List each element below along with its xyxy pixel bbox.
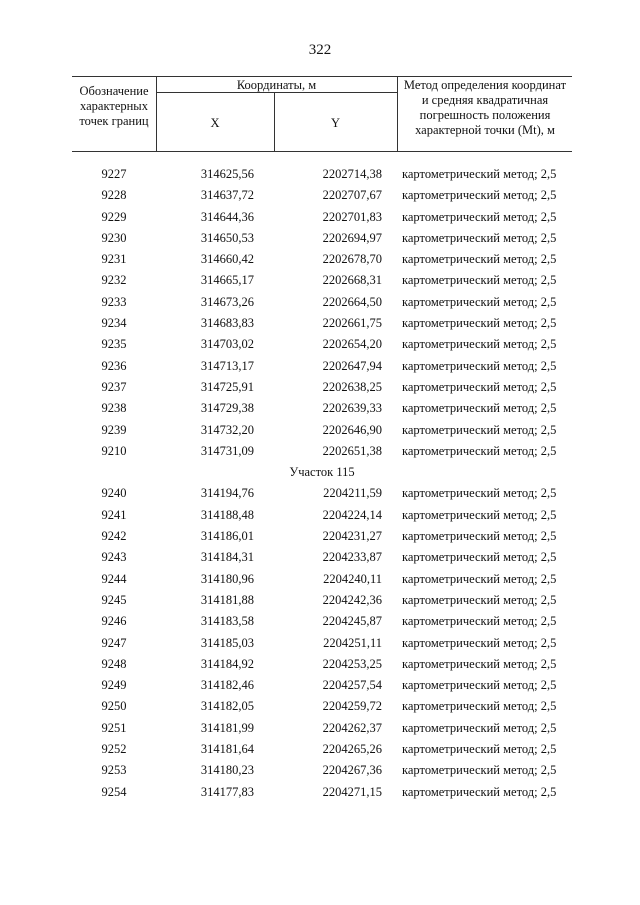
x-coordinate-cell: 314181,64: [200, 742, 254, 757]
method-cell: картометрический метод; 2,5: [402, 443, 557, 458]
point-id-cell: 9247: [101, 635, 127, 650]
point-id-cell: 9244: [101, 571, 127, 586]
header-x: X: [210, 116, 220, 130]
x-coordinate-cell: 314729,38: [200, 401, 254, 416]
table-row: [72, 398, 572, 419]
point-id-cell: 9241: [101, 507, 127, 522]
method-cell: картометрический метод; 2,5: [402, 401, 557, 416]
point-id-cell: 9232: [101, 273, 127, 288]
table-row: [72, 633, 572, 654]
point-id-cell: 9235: [101, 337, 127, 352]
x-coordinate-cell: 314644,36: [200, 209, 254, 224]
section-heading: [72, 462, 572, 483]
y-coordinate-cell: 2204253,25: [322, 656, 382, 671]
y-coordinate-cell: 2202654,20: [322, 337, 382, 352]
y-coordinate-cell: 2202651,38: [322, 443, 382, 458]
table-row: [72, 483, 572, 504]
table-row: [72, 292, 572, 313]
point-id-cell: 9238: [101, 401, 127, 416]
coordinates-table-body: [72, 164, 572, 803]
y-coordinate-cell: 2202668,31: [322, 273, 382, 288]
table-row: [72, 782, 572, 803]
method-cell: картометрический метод; 2,5: [402, 592, 557, 607]
y-coordinate-cell: 2204224,14: [322, 507, 382, 522]
y-coordinate-cell: 2204257,54: [322, 678, 382, 693]
x-coordinate-cell: 314732,20: [200, 422, 254, 437]
table-row: [72, 249, 572, 270]
method-cell: картометрический метод; 2,5: [402, 422, 557, 437]
x-coordinate-cell: 314665,17: [200, 273, 254, 288]
y-coordinate-cell: 2204267,36: [322, 763, 382, 778]
y-coordinate-cell: 2202714,38: [322, 167, 382, 181]
point-id-cell: 9237: [101, 379, 127, 394]
x-coordinate-cell: 314731,09: [200, 443, 254, 458]
x-coordinate-cell: 314185,03: [200, 635, 254, 650]
y-coordinate-cell: 2204265,26: [322, 742, 382, 757]
point-id-cell: 9242: [101, 529, 127, 544]
x-coordinate-cell: 314703,02: [200, 337, 254, 352]
x-coordinate-cell: 314188,48: [200, 507, 254, 522]
table-top-border: [72, 76, 572, 77]
x-coordinate-cell: 314182,05: [200, 699, 254, 714]
point-id-cell: 9253: [101, 763, 127, 778]
table-row: [72, 569, 572, 590]
table-row: [72, 313, 572, 334]
x-coordinate-cell: 314184,92: [200, 656, 254, 671]
y-coordinate-cell: 2202638,25: [322, 379, 382, 394]
method-cell: картометрический метод; 2,5: [402, 699, 557, 714]
y-coordinate-cell: 2204259,72: [322, 699, 382, 714]
method-cell: картометрический метод; 2,5: [402, 529, 557, 544]
table-row: [72, 420, 572, 441]
table-row: [72, 718, 572, 739]
method-cell: картометрический метод; 2,5: [402, 784, 557, 799]
header-divider-right: [397, 76, 398, 152]
point-id-cell: 9243: [101, 550, 127, 565]
y-coordinate-cell: 2202678,70: [322, 252, 382, 267]
header-coordinates: Координаты, м: [236, 78, 317, 92]
x-coordinate-cell: 314180,23: [200, 763, 254, 778]
x-coordinate-cell: 314637,72: [200, 188, 254, 203]
table-row: [72, 526, 572, 547]
table-row: [72, 164, 572, 185]
y-coordinate-cell: 2202701,83: [322, 209, 382, 224]
method-cell: картометрический метод; 2,5: [402, 379, 557, 394]
point-id-cell: 9254: [101, 784, 127, 799]
method-cell: картометрический метод; 2,5: [402, 763, 557, 778]
x-coordinate-cell: 314713,17: [200, 358, 254, 373]
table-row: [72, 270, 572, 291]
section-title: Участок 115: [289, 465, 355, 480]
table-header-bottom-border: [72, 151, 572, 152]
method-cell: картометрический метод; 2,5: [402, 486, 557, 501]
x-coordinate-cell: 314186,01: [200, 529, 254, 544]
point-id-cell: 9239: [101, 422, 127, 437]
table-row: [72, 739, 572, 760]
method-cell: картометрический метод; 2,5: [402, 188, 557, 203]
point-id-cell: 9229: [101, 209, 127, 224]
x-coordinate-cell: 314182,46: [200, 678, 254, 693]
y-coordinate-cell: 2202661,75: [322, 316, 382, 331]
table-row: [72, 590, 572, 611]
method-cell: картометрический метод; 2,5: [402, 614, 557, 629]
point-id-cell: 9245: [101, 592, 127, 607]
method-cell: картометрический метод; 2,5: [402, 720, 557, 735]
table-row: [72, 441, 572, 462]
table-row: [72, 547, 572, 568]
x-coordinate-cell: 314650,53: [200, 230, 254, 245]
x-coordinate-cell: 314180,96: [200, 571, 254, 586]
x-coordinate-cell: 314181,99: [200, 720, 254, 735]
point-id-cell: 9233: [101, 294, 127, 309]
header-method: Метод определения координат и средняя квадратичная погрешность положения характерной точки (Mt), м: [403, 78, 567, 137]
point-id-cell: 9250: [101, 699, 127, 714]
point-id-cell: 9246: [101, 614, 127, 629]
x-coordinate-cell: 314625,56: [200, 167, 254, 181]
method-cell: картометрический метод; 2,5: [402, 252, 557, 267]
point-id-cell: 9210: [101, 443, 127, 458]
y-coordinate-cell: 2204262,37: [322, 720, 382, 735]
table-row: [72, 696, 572, 717]
y-coordinate-cell: 2202694,97: [322, 230, 382, 245]
method-cell: картометрический метод; 2,5: [402, 507, 557, 522]
table-row: [72, 505, 572, 526]
y-coordinate-cell: 2204231,27: [322, 529, 382, 544]
table-row: [72, 185, 572, 206]
point-id-cell: 9234: [101, 316, 127, 331]
table-row: [72, 356, 572, 377]
x-coordinate-cell: 314660,42: [200, 252, 254, 267]
method-cell: картометрический метод; 2,5: [402, 209, 557, 224]
table-row: [72, 675, 572, 696]
table-row: [72, 334, 572, 355]
method-cell: картометрический метод; 2,5: [402, 316, 557, 331]
table-row: [72, 760, 572, 781]
y-coordinate-cell: 2204245,87: [322, 614, 382, 629]
method-cell: картометрический метод; 2,5: [402, 273, 557, 288]
table-row: [72, 611, 572, 632]
method-cell: картометрический метод; 2,5: [402, 294, 557, 309]
point-id-cell: 9251: [101, 720, 127, 735]
x-coordinate-cell: 314184,31: [200, 550, 254, 565]
y-coordinate-cell: 2204240,11: [323, 571, 382, 586]
y-coordinate-cell: 2204251,11: [323, 635, 382, 650]
method-cell: картометрический метод; 2,5: [402, 678, 557, 693]
method-cell: картометрический метод; 2,5: [402, 571, 557, 586]
x-coordinate-cell: 314673,26: [200, 294, 254, 309]
method-cell: картометрический метод; 2,5: [402, 337, 557, 352]
method-cell: картометрический метод; 2,5: [402, 230, 557, 245]
point-id-cell: 9248: [101, 656, 127, 671]
method-cell: картометрический метод; 2,5: [402, 742, 557, 757]
method-cell: картометрический метод; 2,5: [402, 550, 557, 565]
method-cell: картометрический метод; 2,5: [402, 358, 557, 373]
y-coordinate-cell: 2202707,67: [322, 188, 382, 203]
point-id-cell: 9236: [101, 358, 127, 373]
y-coordinate-cell: 2204211,59: [323, 486, 382, 501]
header-point-designation: Обозначение характерных точек границ: [79, 84, 149, 128]
x-coordinate-cell: 314177,83: [200, 784, 254, 799]
point-id-cell: 9230: [101, 230, 127, 245]
table-row: [72, 207, 572, 228]
x-coordinate-cell: 314194,76: [200, 486, 254, 501]
point-id-cell: 9252: [101, 742, 127, 757]
x-coordinate-cell: 314183,58: [200, 614, 254, 629]
point-id-cell: 9228: [101, 188, 127, 203]
header-y: Y: [330, 116, 341, 130]
y-coordinate-cell: 2202646,90: [322, 422, 382, 437]
point-id-cell: 9227: [101, 167, 127, 181]
x-coordinate-cell: 314725,91: [200, 379, 254, 394]
x-coordinate-cell: 314683,83: [200, 316, 254, 331]
point-id-cell: 9249: [101, 678, 127, 693]
y-coordinate-cell: 2204242,36: [322, 592, 382, 607]
table-row: [72, 377, 572, 398]
y-coordinate-cell: 2202664,50: [322, 294, 382, 309]
y-coordinate-cell: 2202639,33: [322, 401, 382, 416]
point-id-cell: 9240: [101, 486, 127, 501]
method-cell: картометрический метод; 2,5: [402, 635, 557, 650]
table-row: [72, 654, 572, 675]
x-coordinate-cell: 314181,88: [200, 592, 254, 607]
y-coordinate-cell: 2204271,15: [322, 784, 382, 799]
y-coordinate-cell: 2202647,94: [322, 358, 382, 373]
table-row: [72, 228, 572, 249]
y-coordinate-cell: 2204233,87: [322, 550, 382, 565]
page-number: 322: [308, 42, 332, 58]
method-cell: картометрический метод; 2,5: [402, 167, 557, 181]
method-cell: картометрический метод; 2,5: [402, 656, 557, 671]
point-id-cell: 9231: [101, 252, 127, 267]
